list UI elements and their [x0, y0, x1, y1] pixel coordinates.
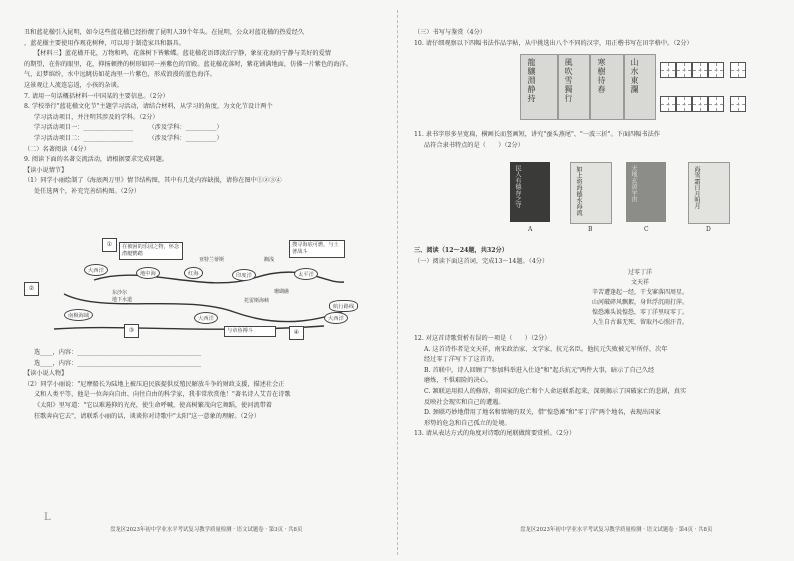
label-coral: 珊瑚礁 — [274, 289, 290, 295]
question-8: 8. 学校举行"蓝花楹文化节"主题学习活动，请结合材料，从学习的角度，为文化节设计两个 — [24, 103, 273, 111]
right-column-q11 — [414, 130, 774, 151]
text-line: ，蓝花楹主要使用作观花树种，可以用于制造家具和器具。 — [24, 39, 185, 47]
option-d: D. 颈联巧妙地借用了地名和情境的双关，借"惶恐滩"和"零丁洋"两个地名，表现出国家 — [424, 409, 661, 417]
subheading: 【读小说人物】 — [24, 370, 68, 378]
text-line: 义和人类平等，他是一位奔向自由、向往自由的科学家，我非常欣赏他！"著名诗人艾青在诗歌 — [34, 391, 291, 399]
option-c: C. 颔联运用拟人的修辞，将国家的危亡和个人命运联系起来，深刻揭示了国破家亡的悲剧，真实 — [424, 387, 687, 395]
option-b: B. 首联中，诗人回顾了"参加科举进入仕途"和"起兵抗元"两件大事，暗示了自己久经 — [424, 366, 655, 374]
answer-line: 学习活动项目一：________________ （涉及学科：__________） — [34, 124, 223, 132]
node-red-sea: 红海 — [184, 267, 203, 279]
rubbing-b: 如上将海德水海流 — [570, 162, 612, 224]
subheading: 【读小说情节】 — [24, 166, 68, 174]
option-b-label: B — [588, 226, 593, 233]
text-line: 处任选两个，补充完善结构图。（2分） — [34, 187, 141, 195]
fold-line — [397, 10, 398, 555]
node-mediterranean: 地中海 — [136, 267, 160, 279]
calligraphy-1: 龍驤淵静持 — [520, 54, 558, 120]
box-1: 在被困的乐园之物，怀念潜艇鹦鹉 — [119, 242, 183, 260]
text-line: 磨炼，不惧艰险的决心。 — [424, 377, 493, 385]
poem-author: 文天祥 — [630, 279, 649, 286]
answer-line: 选____，内容：________________________________________ — [34, 359, 202, 367]
text-line: 狂歌奔向它去"，请联系小丽的话，谈谈你对诗歌中"太阳"这一意象的理解。（2分） — [34, 412, 260, 420]
question-13: 13. 请从表达方式的角度对诗歌的尾联做简要赏析。（2分） — [414, 430, 576, 438]
left-column-lower — [24, 348, 376, 422]
rubbing-c: 天地玄黄宇宙 — [626, 162, 666, 222]
blank-4[interactable]: ④ — [289, 326, 304, 340]
text-line: （1）同学小丽绘制了《海底两万里》情节结构图，其中有几处内容缺损，请你在图中①②③④ — [24, 177, 282, 185]
poem-title: 过零丁洋 — [627, 269, 652, 276]
poem-line: 山河破碎风飘絮，身世浮沉雨打萍。 — [591, 299, 688, 306]
right-column-reading — [414, 246, 774, 267]
text-line: 经过零丁洋写下了这首诗。 — [424, 356, 499, 364]
label-stranded: 搁浅 — [264, 257, 275, 263]
label-atlantis: 亚特兰蒂斯 — [199, 257, 225, 263]
poem-line: 惶恐滩头说惶恐，零丁洋里叹零丁。 — [591, 309, 688, 316]
question-11: 11. 隶书字形多呈宽扁，横画长而竖画短，讲究"蚕头燕尾"、"一波三折"。下面四幅书法作 — [414, 131, 660, 138]
option-a: A. 这首诗作者是文天祥，南宋政治家、文学家，抗元名臣。他抗元失败被元军所俘，次年 — [424, 345, 668, 353]
poem — [560, 268, 720, 328]
answer-line: 学习活动项目二：________________ （涉及学科：__________） — [34, 134, 223, 142]
calligraphy-2: 風吹雪獨行 — [558, 54, 590, 120]
text-line: 学习活动项目，并注明其涉及的学科。（2分） — [34, 113, 159, 121]
footer-right: 盘龙区2023年初中学业水平考试复习教学质量检测 · 语文试题卷 · 第4页 · 共8页 — [520, 527, 713, 533]
text-line: 反映社会现实和自己的遭遇。 — [424, 398, 505, 406]
section-heading: 三、阅读（12～24题，共32分） — [414, 247, 508, 254]
node-antarctic: 南极海域 — [64, 309, 93, 321]
text-line: 丑和蓝花楹引入昆明，如今这些蓝花楹已经扮靓了昆明人39个年头。在昆明，公众对蓝花楹的热爱经久 — [24, 29, 305, 36]
calligraphy-4: 山水東瀾 — [624, 54, 656, 120]
label-tunnel: 东沙尔 — [112, 290, 128, 296]
blank-3[interactable]: ③ — [124, 324, 139, 338]
plot-structure-diagram — [24, 241, 374, 342]
question-10: 10. 请仔细观察以下四幅书法作品字帖，从中挑选出八个不同的汉字，用正楷书写在田字格中。（2分） — [414, 39, 693, 47]
node-indian-ocean: 印度洋 — [232, 269, 256, 281]
rubbing-a: 民人有德存之守 — [510, 162, 550, 222]
text-line: 这景观让人流连忘返，小孩的杂谈。 — [24, 81, 123, 89]
node-atlantic: 大西洋 — [84, 264, 108, 276]
text-line: （2）同学小丽说："尼摩船长为陆地上被压迫民族提供反殖民解放斗争的财政支援，描述社会正 — [24, 380, 285, 388]
label-torres: 托雷斯海峡 — [244, 298, 270, 304]
text-line: 《太阳》里写道："它以难遏抑的光亮，使生命呼喊，使高树繁茂向它舞蹈，使河流带着 — [34, 401, 272, 409]
question-9: 9. 阅读下面的名著交流活动，请根据要求完成问题。 — [24, 156, 168, 164]
option-a-label: A — [528, 226, 533, 233]
option-d-label: D — [706, 226, 711, 233]
subheading: （一）阅读下面这首词，完成13～14题。（4分） — [414, 257, 549, 265]
node-atlantic-3: 大西洋 — [324, 312, 348, 324]
option-c-label: C — [644, 226, 649, 233]
box-3: 与章鱼搏斗 — [224, 326, 276, 337]
rubbing-d: 海雪霜日月明月 — [688, 162, 730, 224]
poem-line: 辛苦遭逢起一经，干戈寥落四周星。 — [591, 289, 688, 296]
node-route: 航行路线 — [329, 300, 358, 312]
blank-2[interactable]: ② — [24, 282, 39, 296]
box-2: 搜寻海底可燃，与土著战斗 — [289, 240, 345, 258]
answer-line: 选____，内容：________________________________________ — [34, 349, 202, 356]
question-7: 7. 请用一句话概括材料一中国某的主要信息。（2分） — [24, 92, 169, 100]
left-column — [24, 28, 376, 198]
text-line: 的期望，在你的眼里，花，抑扬顿挫的树形如同一座紫色的宫殿。蓝花楹花落时，紫花铺满地面，仿佛一片紫色的海洋。 — [24, 60, 352, 68]
node-atlantic-2: 大西洋 — [194, 312, 218, 324]
question-12: 12. 对这首诗歌赏析有误的一项是（ ）（2分） — [414, 335, 551, 342]
blank-1[interactable]: ① — [102, 238, 117, 252]
text-line: 气，幻梦缤纷，水中远眺彷如花海里一片紫色，形成浪漫的蓝色海洋。 — [24, 71, 216, 79]
right-column-questions — [414, 334, 774, 440]
right-column — [414, 28, 774, 49]
label-tunnel-2: 地下水道 — [112, 297, 133, 303]
text-line: 品符合隶书特点的是（ ）（2分） — [424, 141, 524, 149]
node-pacific: 太平洋 — [294, 268, 318, 280]
poem-line: 人生自古谁无死，留取丹心照汗青。 — [591, 319, 688, 326]
text-line: 形势的危急和自己孤立的处境。 — [424, 419, 511, 427]
section-heading: （三）书写与鉴赏（4分） — [414, 29, 486, 36]
corner-mark: L — [44, 512, 51, 523]
section-heading: （二）名著阅读（4分） — [24, 145, 90, 153]
calligraphy-3: 寒樹待春 — [590, 54, 624, 120]
footer-left: 盘龙区2023年初中学业水平考试复习教学质量检测 · 语文试题卷 · 第3页 · 共8页 — [110, 527, 303, 533]
text-line: 【材料三】蓝花楹开花，万物和鸣，花落树下皆紫蝶。蓝花楹花语即淡泊宁静，象征花海的宁静与美好的爱情 — [34, 50, 331, 58]
